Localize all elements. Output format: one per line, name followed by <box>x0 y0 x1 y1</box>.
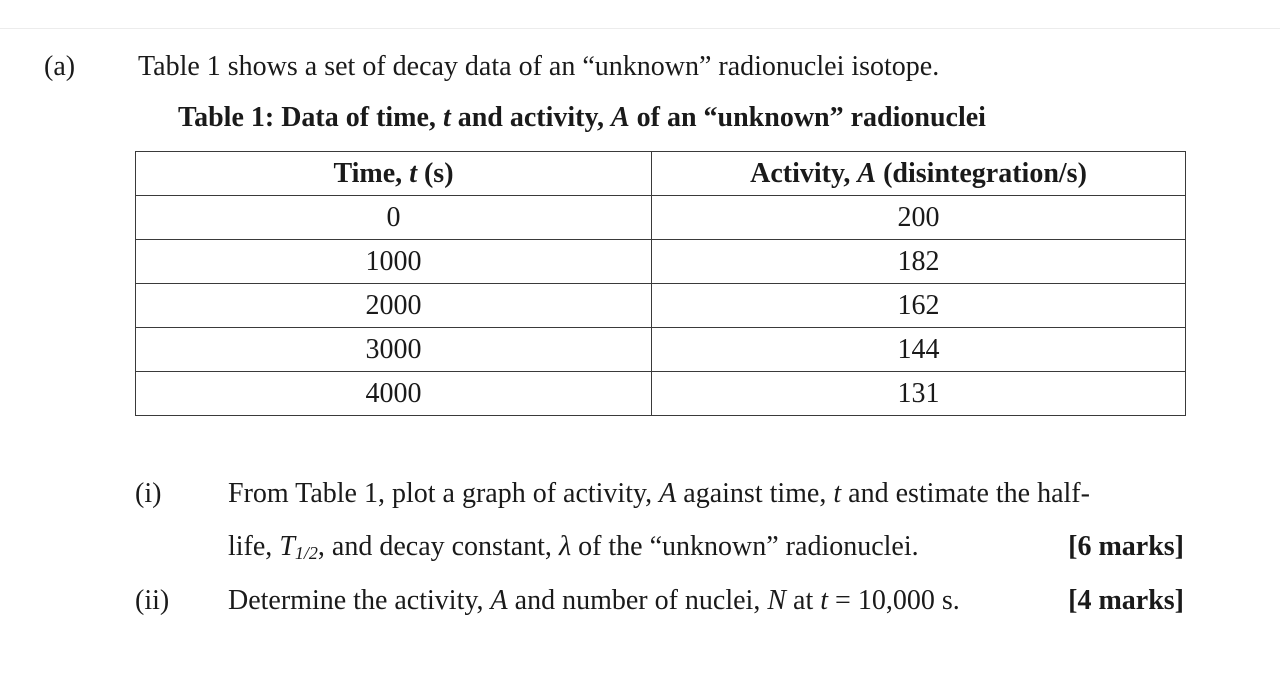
part-i-text: From Table 1, plot a graph of activity, <box>228 478 660 509</box>
part-ii-marks: [4 marks] <box>1068 585 1184 616</box>
table-caption <box>178 101 986 135</box>
part-i-var-a: A <box>659 478 677 509</box>
cell-time: 4000 <box>136 372 652 416</box>
cell-activity: 200 <box>652 196 1186 240</box>
part-i-var-T: T <box>279 531 295 562</box>
part-ii-var-t: t <box>820 585 829 616</box>
header-time-var: t <box>409 158 417 189</box>
caption-prefix: Table 1: Data of time, <box>178 102 443 133</box>
part-i-text: of the “unknown” radionuclei. <box>571 531 919 562</box>
part-ii-label: (ii) <box>135 585 170 616</box>
part-i-label: (i) <box>135 478 162 509</box>
header-activity-var: A <box>857 158 877 189</box>
header-activity-unit: (disintegration/s) <box>876 158 1087 189</box>
part-i-var-t: t <box>833 478 842 509</box>
table-row <box>136 284 1186 328</box>
table-header-row <box>136 152 1186 196</box>
caption-var-a: A <box>610 102 630 133</box>
caption-mid: and activity, <box>450 102 611 133</box>
cell-time: 0 <box>136 196 652 240</box>
cell-activity: 162 <box>652 284 1186 328</box>
table-row <box>136 196 1186 240</box>
table-row <box>136 328 1186 372</box>
table-row <box>136 372 1186 416</box>
page-top-divider <box>0 28 1280 29</box>
question-label: (a) <box>44 51 76 82</box>
header-time-prefix: Time, <box>333 158 410 189</box>
header-activity-prefix: Activity, <box>750 158 858 189</box>
part-i-lambda: λ <box>558 531 572 562</box>
cell-activity: 131 <box>652 372 1186 416</box>
part-ii-var-n: N <box>767 585 787 616</box>
part-i-text: against time, <box>676 478 834 509</box>
cell-time: 1000 <box>136 240 652 284</box>
part-i-text: , and decay constant, <box>317 531 559 562</box>
part-i-subscript: 1/2 <box>294 543 318 563</box>
header-time-unit: (s) <box>416 158 454 189</box>
table-row <box>136 240 1186 284</box>
part-ii-text: and number of nuclei, <box>507 585 768 616</box>
decay-data-table <box>135 151 1186 416</box>
part-i-text: and estimate the half- <box>841 478 1090 509</box>
part-i-marks: [6 marks] <box>1068 531 1184 562</box>
part-i-line2 <box>228 530 919 564</box>
caption-suffix: of an “unknown” radionuclei <box>629 102 986 133</box>
cell-activity: 144 <box>652 328 1186 372</box>
part-ii-var-a: A <box>490 585 508 616</box>
part-i-text: life, <box>228 531 280 562</box>
part-ii-text-line <box>228 584 960 618</box>
part-ii-text: = 10,000 s. <box>828 585 960 616</box>
header-time <box>136 152 652 196</box>
cell-time: 2000 <box>136 284 652 328</box>
part-i-line1 <box>228 477 1090 511</box>
cell-activity: 182 <box>652 240 1186 284</box>
caption-var-t: t <box>442 102 451 133</box>
question-intro: Table 1 shows a set of decay data of an “unknown” radionuclei isotope. <box>138 51 940 82</box>
part-ii-text: Determine the activity, <box>228 585 491 616</box>
header-activity <box>652 152 1186 196</box>
cell-time: 3000 <box>136 328 652 372</box>
part-ii-text: at <box>786 585 821 616</box>
